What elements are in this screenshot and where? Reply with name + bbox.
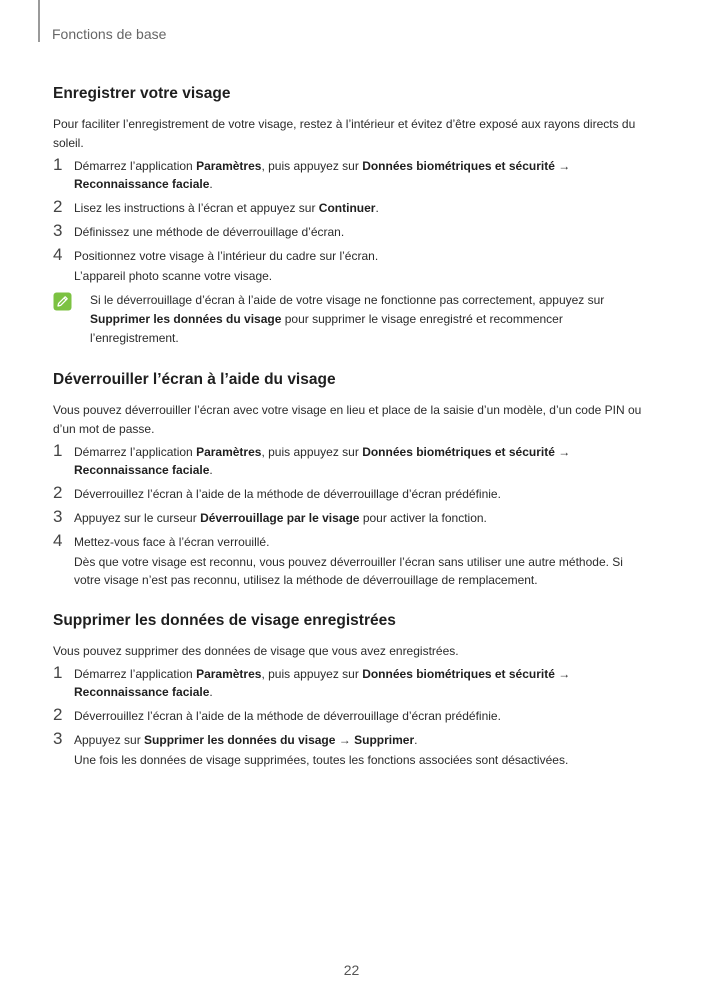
step-1 xyxy=(53,443,649,479)
step-text: , puis appuyez sur xyxy=(261,445,363,459)
continue-label: Continuer xyxy=(318,201,376,215)
page-header: Fonctions de base xyxy=(52,26,167,42)
step-2 xyxy=(53,485,649,503)
step-number: 2 xyxy=(53,705,63,724)
section-title: Supprimer les données de visage enregistrées xyxy=(53,612,396,629)
step-text: . xyxy=(414,733,418,747)
step-text: Démarrez l’application xyxy=(74,445,197,459)
header-rule xyxy=(38,0,40,42)
note-text: Si le déverrouillage d’écran à l’aide de votre visage ne fonctionne pas correctement, appuyez sur xyxy=(90,293,605,307)
step-number: 2 xyxy=(53,197,63,216)
arrow-separator: → xyxy=(554,667,571,681)
step-subtext: Dès que votre visage est reconnu, vous pouvez déverrouiller l’écran sans utiliser une autre méthode. Si votre visage n’est pas reconnu, utilisez la méthode de déverrouillage de remplacement. xyxy=(74,555,623,587)
step-4 xyxy=(53,533,649,589)
step-text: Démarrez l’application xyxy=(74,667,197,681)
step-text: Positionnez votre visage à l’intérieur du cadre sur l’écran. xyxy=(74,249,379,263)
step-subtext: Une fois les données de visage supprimées, toutes les fonctions associées sont désactivées. xyxy=(74,753,569,767)
section-intro: Vous pouvez supprimer des données de visage que vous avez enregistrées. xyxy=(53,644,459,658)
step-text: Appuyez sur le curseur xyxy=(74,511,201,525)
step-number: 1 xyxy=(53,441,63,460)
step-text: . xyxy=(209,685,213,699)
step-text: Mettez-vous face à l’écran verrouillé. xyxy=(74,535,270,549)
page-content xyxy=(53,84,649,791)
step-number: 3 xyxy=(53,507,63,526)
face-recognition-label: Reconnaissance faciale xyxy=(74,177,210,191)
section-intro: Vous pouvez déverrouiller l’écran avec votre visage en lieu et place de la saisie d’un modèle, d’un code PIN ou d’un mot de passe. xyxy=(53,403,642,436)
step-subtext: L’appareil photo scanne votre visage. xyxy=(74,269,273,283)
step-3 xyxy=(53,223,649,241)
arrow-separator: → xyxy=(554,445,571,459)
step-text: Déverrouillez l’écran à l’aide de la méthode de déverrouillage d’écran prédéfinie. xyxy=(74,709,501,723)
step-number: 3 xyxy=(53,729,63,748)
section-delete-face-data xyxy=(53,611,649,769)
step-4 xyxy=(53,247,649,285)
step-2 xyxy=(53,707,649,725)
section-register-face xyxy=(53,84,649,348)
settings-label: Paramètres xyxy=(196,159,262,173)
step-text: . xyxy=(209,177,213,191)
step-text: . xyxy=(375,201,379,215)
step-text: . xyxy=(209,463,213,477)
arrow-separator: → xyxy=(554,159,571,173)
step-number: 1 xyxy=(53,155,63,174)
step-number: 4 xyxy=(53,531,63,550)
face-recognition-label: Reconnaissance faciale xyxy=(74,463,210,477)
section-intro: Pour faciliter l’enregistrement de votre visage, restez à l’intérieur et évitez d’être exposé aux rayons directs du soleil. xyxy=(53,117,636,150)
biometrics-label: Données biométriques et sécurité xyxy=(362,667,555,681)
step-1 xyxy=(53,157,649,193)
section-unlock-with-face xyxy=(53,370,649,589)
delete-label: Supprimer xyxy=(354,733,415,747)
step-text: Définissez une méthode de déverrouillage d’écran. xyxy=(74,225,345,239)
step-3 xyxy=(53,731,649,769)
step-number: 1 xyxy=(53,663,63,682)
step-text: Déverrouillez l’écran à l’aide de la méthode de déverrouillage d’écran prédéfinie. xyxy=(74,487,501,501)
step-3 xyxy=(53,509,649,527)
biometrics-label: Données biométriques et sécurité xyxy=(362,445,555,459)
settings-label: Paramètres xyxy=(196,667,262,681)
step-number: 3 xyxy=(53,221,63,240)
step-text: , puis appuyez sur xyxy=(261,667,363,681)
section-title: Enregistrer votre visage xyxy=(53,85,231,102)
arrow-separator: → xyxy=(335,733,355,747)
page-number: 22 xyxy=(343,962,360,978)
step-number: 4 xyxy=(53,245,63,264)
step-text: Appuyez sur xyxy=(74,733,145,747)
step-text: Lisez les instructions à l’écran et appuyez sur xyxy=(74,201,319,215)
step-2 xyxy=(53,199,649,217)
biometrics-label: Données biométriques et sécurité xyxy=(362,159,555,173)
note xyxy=(53,291,649,348)
face-unlock-switch-label: Déverrouillage par le visage xyxy=(200,511,360,525)
step-number: 2 xyxy=(53,483,63,502)
step-text: Démarrez l’application xyxy=(74,159,197,173)
step-1 xyxy=(53,665,649,701)
face-recognition-label: Reconnaissance faciale xyxy=(74,685,210,699)
delete-face-data-label: Supprimer les données du visage xyxy=(90,312,282,326)
step-text: pour activer la fonction. xyxy=(359,511,487,525)
step-text: , puis appuyez sur xyxy=(261,159,363,173)
note-pencil-icon xyxy=(53,292,72,311)
section-title: Déverrouiller l’écran à l’aide du visage xyxy=(53,371,336,388)
note-text: pour supprimer le visage enregistré et recommencer l’enregistrement. xyxy=(90,312,563,345)
settings-label: Paramètres xyxy=(196,445,262,459)
delete-face-data-label: Supprimer les données du visage xyxy=(144,733,336,747)
